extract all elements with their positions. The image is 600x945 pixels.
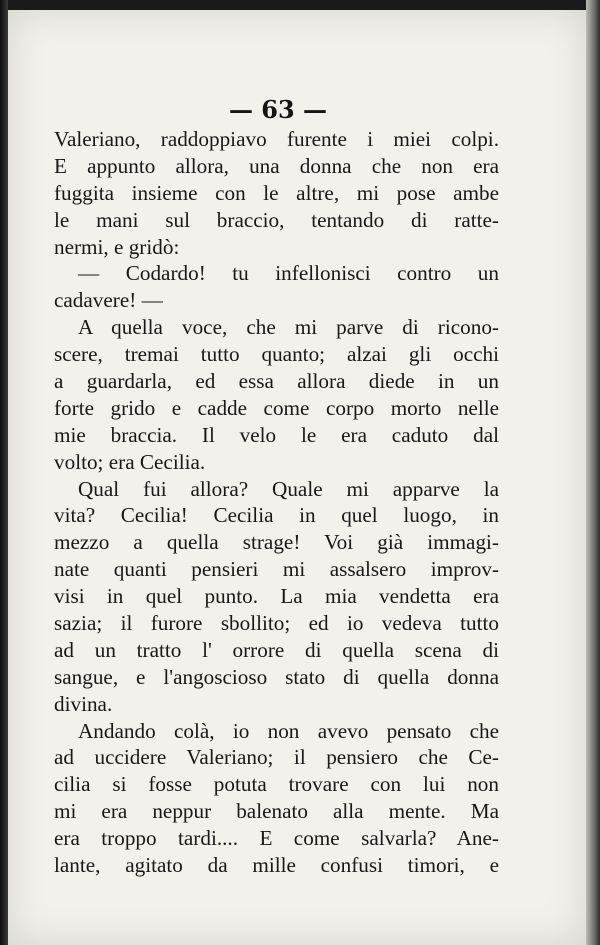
text-line: ad un tratto l' orrore di quella scena di <box>54 637 499 662</box>
text-line: vita? Cecilia! Cecilia in quel luogo, in <box>54 503 499 528</box>
text-line: scere, tremai tutto quanto; alzai gli occhi <box>54 342 499 367</box>
book-page <box>8 10 586 945</box>
text-line: Qual fui allora? Quale mi apparve la <box>78 476 499 501</box>
text-line: divina. <box>54 691 113 716</box>
text-line: cilia si fosse potuta trovare con lui non <box>54 772 499 797</box>
text-line: visi in quel punto. La mia vendetta era <box>54 584 499 609</box>
text-line: fuggita insieme con le altre, mi pose ambe <box>54 180 499 205</box>
body-text <box>54 126 499 879</box>
text-line: le mani sul braccio, tentando di ratte- <box>54 207 499 232</box>
text-line: Valeriano, raddoppiavo furente i miei colpi. <box>54 127 499 151</box>
text-line: sazia; il furore sbollito; ed io vedeva tutto <box>54 611 499 636</box>
page-edge-shadow <box>586 0 600 945</box>
text-line: nermi, e gridò: <box>54 234 180 259</box>
text-line: E appunto allora, una donna che non era <box>54 153 499 178</box>
text-line: era troppo tardi.... E come salvarla? Ane- <box>54 826 499 851</box>
text-line: ad uccidere Valeriano; il pensiero che Ce- <box>54 745 499 770</box>
text-line: cadavere! — <box>54 288 163 313</box>
text-line: mi era neppur balenato alla mente. Ma <box>54 799 499 824</box>
page-number: — 63 — <box>228 95 328 124</box>
text-line: Andando colà, io non avevo pensato che <box>78 718 499 743</box>
text-line: A quella voce, che mi parve di ricono- <box>78 315 499 340</box>
book-binding-shadow <box>0 0 8 945</box>
text-line: lante, agitato da mille confusi timori, e <box>54 853 499 878</box>
text-line: forte grido e cadde come corpo morto nelle <box>54 395 499 420</box>
text-line: mezzo a quella strage! Voi già immagi- <box>54 530 499 555</box>
text-line: nate quanti pensieri mi assalsero improv- <box>54 557 499 582</box>
text-line: volto; era Cecilia. <box>54 449 206 474</box>
text-line: — Codardo! tu infellonisci contro un <box>78 261 499 286</box>
text-line: sangue, e l'angoscioso stato di quella donna <box>54 664 499 689</box>
text-line: a guardarla, ed essa allora diede in un <box>54 369 499 394</box>
text-line: mie braccia. Il velo le era caduto dal <box>54 422 499 447</box>
